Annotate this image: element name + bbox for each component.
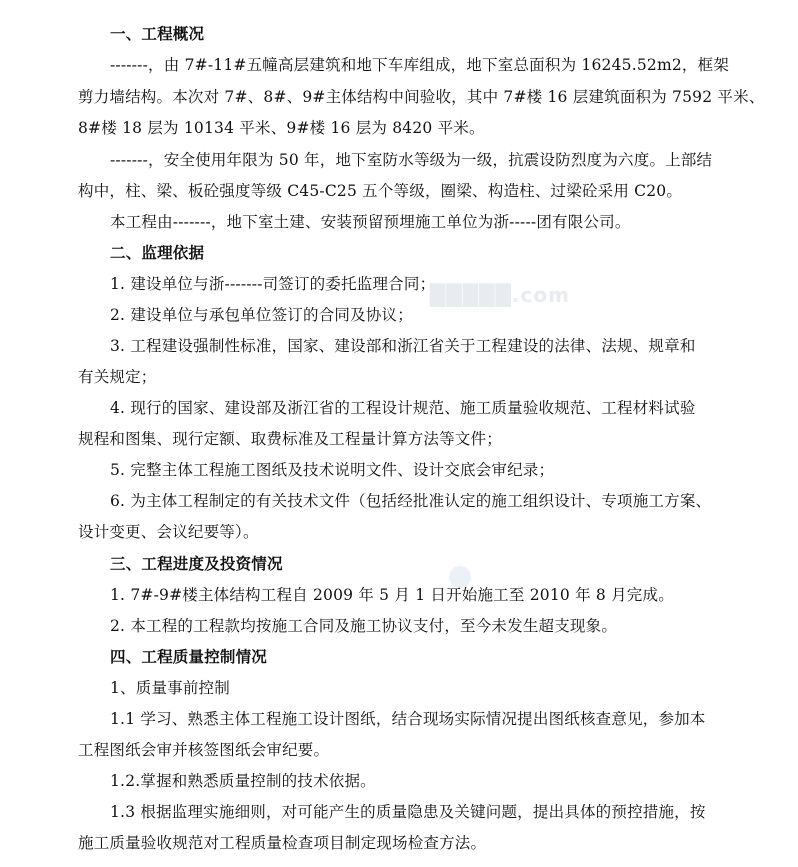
list-item: 6. 为主体工程制定的有关技术文件（包括经批准认定的施工组织设计、专项施工方案、 [110,492,712,510]
paragraph-line: -------，安全使用年限为 50 年，地下室防水等级为一级，抗震设防烈度为六度。上部结 [110,151,713,169]
list-item: 3. 工程建设强制性标准，国家、建设部和浙江省关于工程建设的法律、法规、规章和 [110,337,696,355]
list-item: 2. 本工程的工程款均按施工合同及施工协议支付，至今未发生超支现象。 [110,617,618,635]
section-heading-quality: 四、工程质量控制情况 [110,647,268,666]
paragraph-line: -------，由 7#-11#五幢高层建筑和地下车库组成，地下室总面积为 16245.52m2，框架 [110,56,730,74]
list-item-continuation: 规程和图集、现行定额、取费标准及工程量计算方法等文件； [78,430,502,448]
list-item: 1.1 学习、熟悉主体工程施工设计图纸，结合现场实际情况提出图纸核查意见，参加本 [110,710,706,728]
paragraph-line: 8#楼 18 层为 10134 平米、9#楼 16 层为 8420 平米。 [78,119,485,137]
list-item: 4. 现行的国家、建设部及浙江省的工程设计规范、施工质量验收规范、工程材料试验 [110,399,696,417]
list-item: 5. 完整主体工程施工图纸及技术说明文件、设计交底会审纪录； [110,461,555,479]
section-heading-overview: 一、工程概况 [110,24,205,43]
paragraph-line: 构中，柱、梁、板砼强度等级 C45-C25 五个等级，圈梁、构造柱、过梁砼采用 C20。 [78,182,683,200]
list-item: 2. 建设单位与承包单位签订的合同及协议； [110,306,413,324]
paragraph-line: 剪力墙结构。本次对 7#、8#、9#主体结构中间验收，其中 7#楼 16 层建筑面积为 7592 平米、 [78,88,765,106]
list-item: 1. 建设单位与浙-------司签订的委托监理合同； [110,275,436,293]
list-item: 1. 7#-9#楼主体结构工程自 2009 年 5 月 1 日开始施工至 2010 年 8 月完成。 [110,586,674,604]
paragraph-line: 本工程由-------，地下室土建、安装预留预埋施工单位为浙-----团有限公司。 [110,213,631,231]
list-item-continuation: 有关规定； [78,368,157,386]
watermark: █████.com [430,283,570,307]
list-item-continuation: 施工质量验收规范对工程质量检查项目制定现场检查方法。 [78,834,487,852]
subsection-heading: 1、质量事前控制 [110,679,230,697]
list-item: 1.2.掌握和熟悉质量控制的技术依据。 [110,772,376,790]
list-item-continuation: 工程图纸会审并核签图纸会审纪要。 [78,741,330,759]
section-heading-basis: 二、监理依据 [110,243,205,262]
list-item: 1.3 根据监理实施细则，对可能产生的质量隐患及关键问题，提出具体的预控措施，按 [110,803,706,821]
list-item-continuation: 设计变更、会议纪要等）。 [78,523,259,541]
section-heading-progress: 三、工程进度及投资情况 [110,554,283,573]
